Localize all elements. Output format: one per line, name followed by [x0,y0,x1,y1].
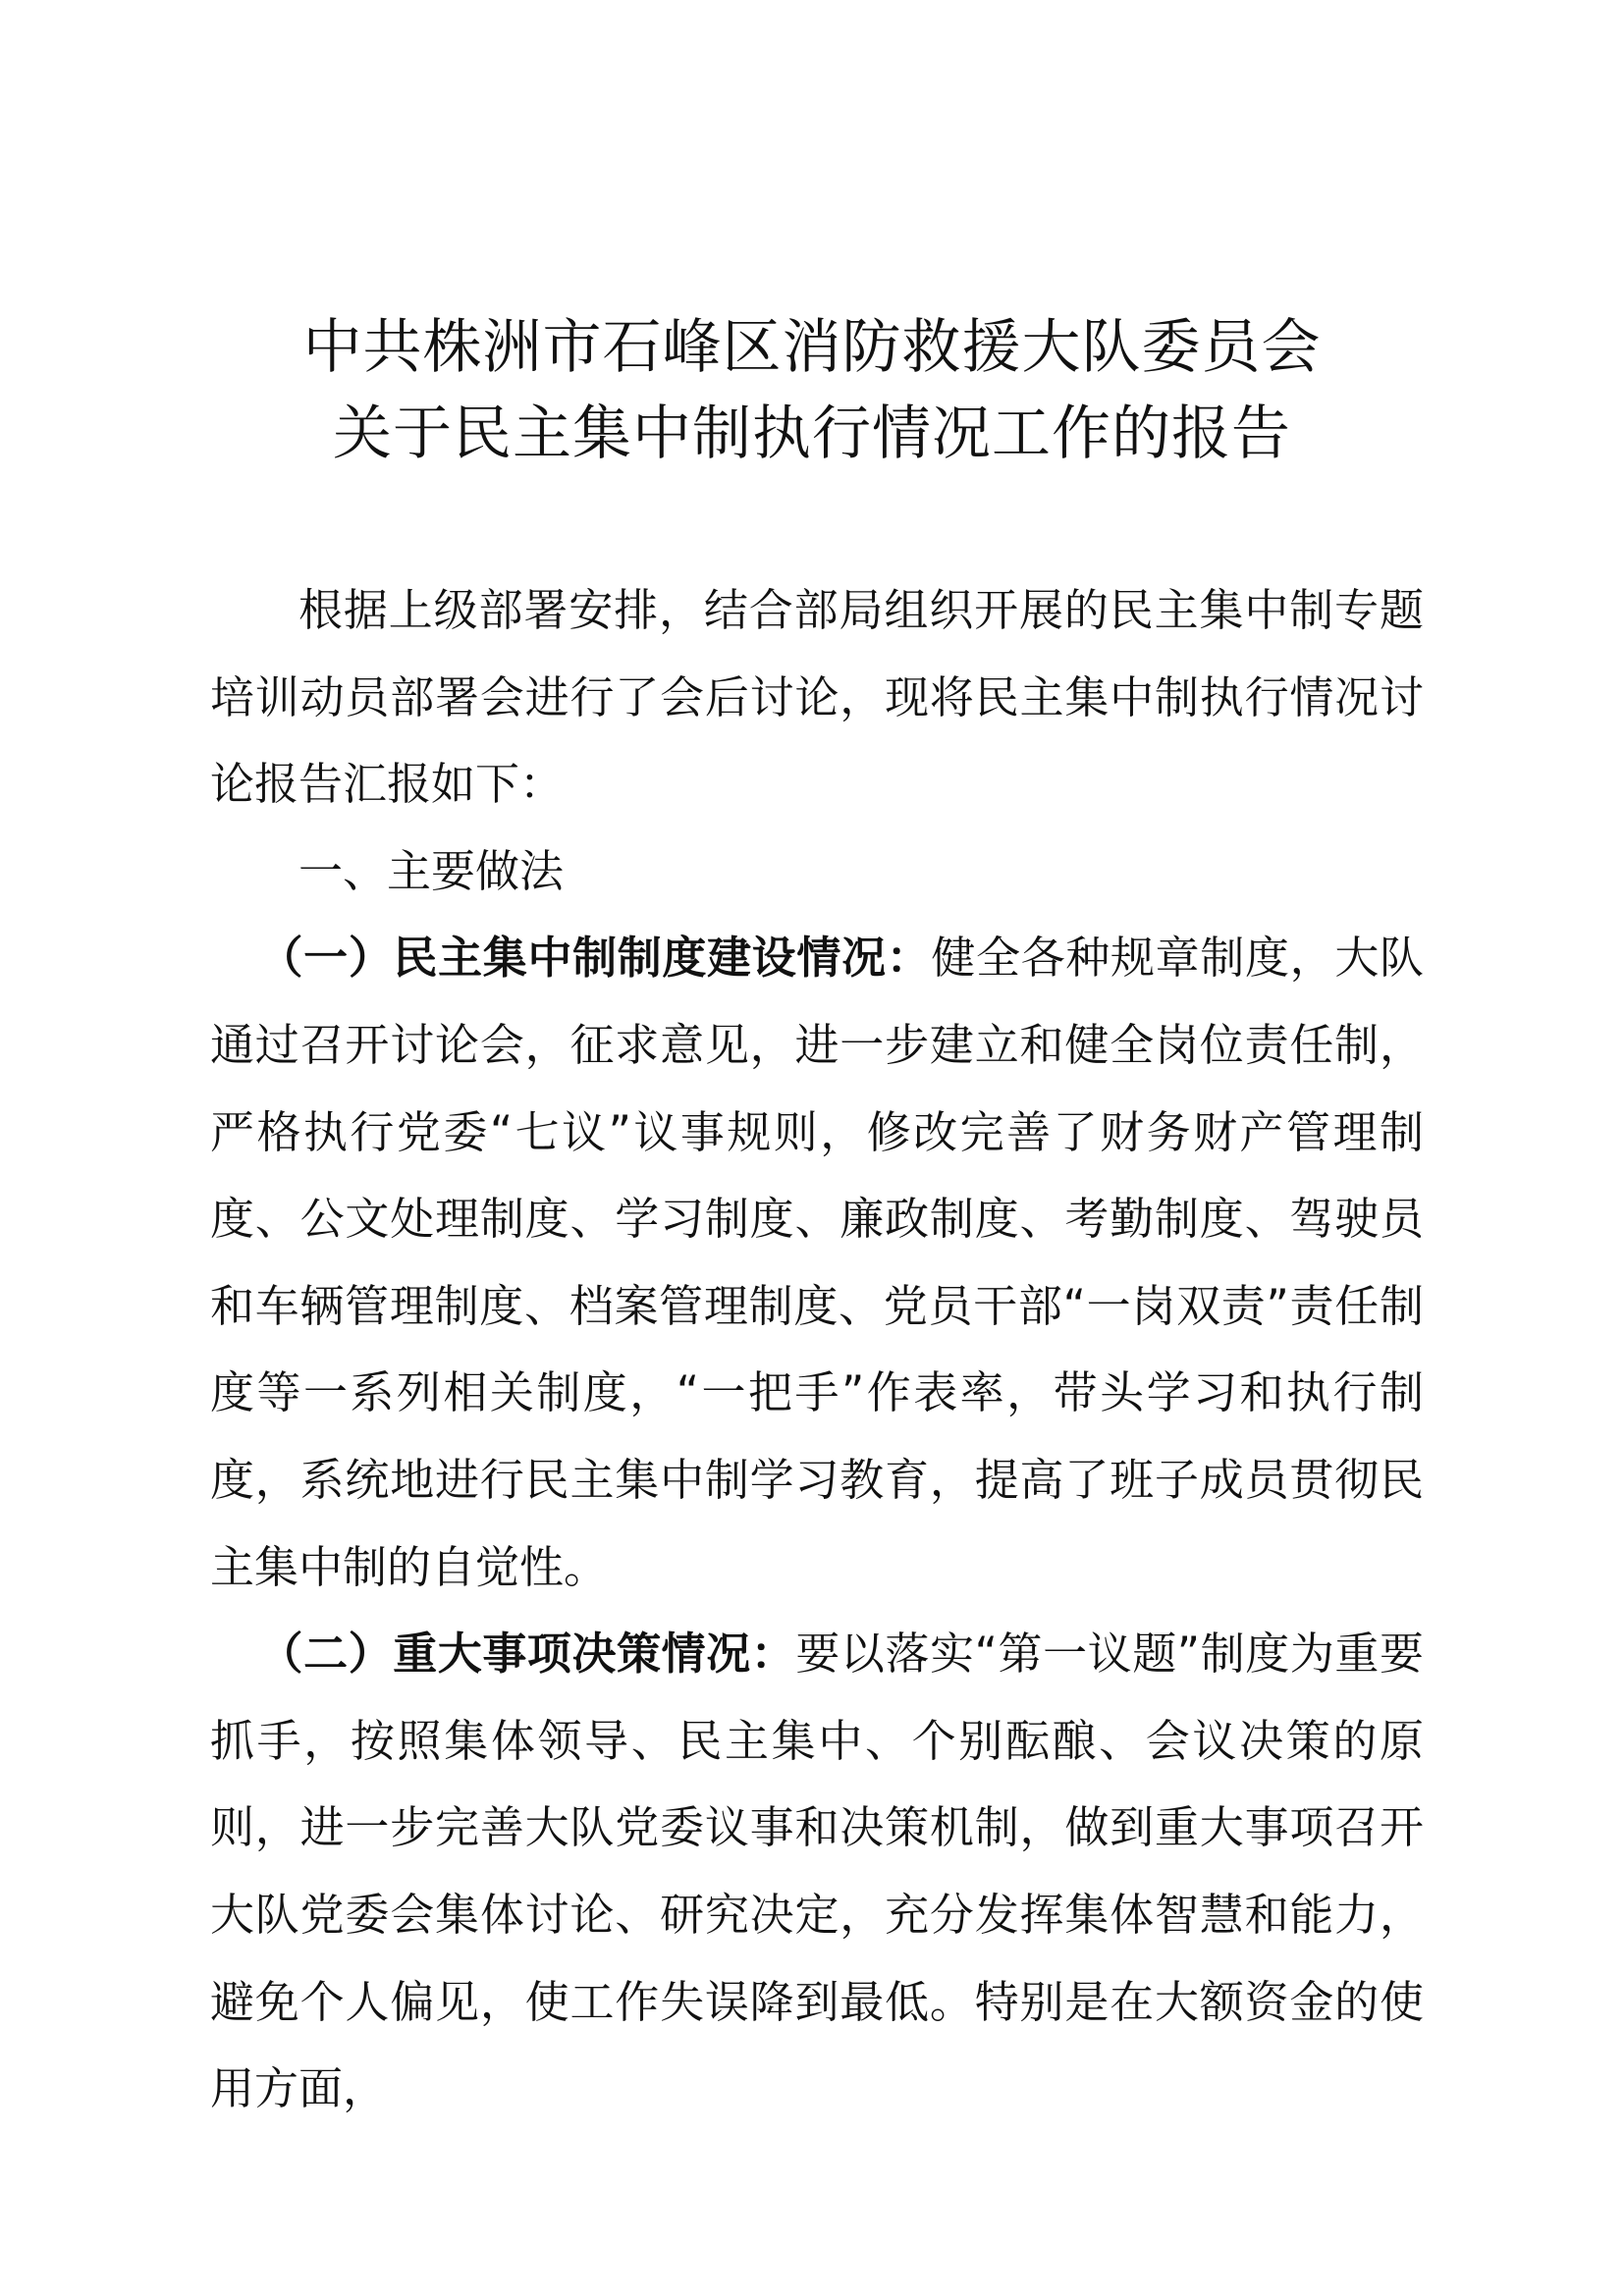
document-body [210,567,1424,2133]
subsection-1-text: 健全各种规章制度，大队通过召开讨论会，征求意见，进一步建立和健全岗位责任制，严格执行党委“七议”议事规则，修改完善了财务财产管理制度、公文处理制度、学习制度、廉政制度、考勤制度、驾驶员和车辆管理制度、档案管理制度、党员干部“一岗双责”责任制度等一系列相关制度，“一把手”作表率，带头学习和执行制度，系统地进行民主集中制学习教育，提高了班子成员贯彻民主集中制的自觉性。 [210,932,1424,1593]
subsection-2-heading: （二）重大事项决策情况： [258,1628,796,1681]
document-title-line-2: 关于民主集中制执行情况工作的报告 [333,400,1291,468]
subsection-2-paragraph [210,1611,1424,2133]
subsection-2-text: 要以落实“第一议题”制度为重要抓手，按照集体领导、民主集中、个别酝酿、会议决策的原则，进一步完善大队党委议事和决策机制，做到重大事项召开大队党委会集体讨论、研究决定，充分发挥集体智慧和能力，避免个人偏见，使工作失误降到最低。特别是在大额资金的使用方面， [210,1628,1424,2115]
section-heading-main-practices: 一、主要做法 [298,844,565,897]
document-title-line-1: 中共株洲市石峰区消防救援大队委员会 [302,313,1322,382]
subsection-1-heading: （一）民主集中制制度建设情况： [258,932,932,985]
subsection-1-paragraph [210,915,1424,1611]
intro-paragraph: 根据上级部署安排，结合部局组织开展的民主集中制专题培训动员部署会进行了会后讨论，现将民主集中制执行情况讨论报告汇报如下： [210,584,1424,811]
